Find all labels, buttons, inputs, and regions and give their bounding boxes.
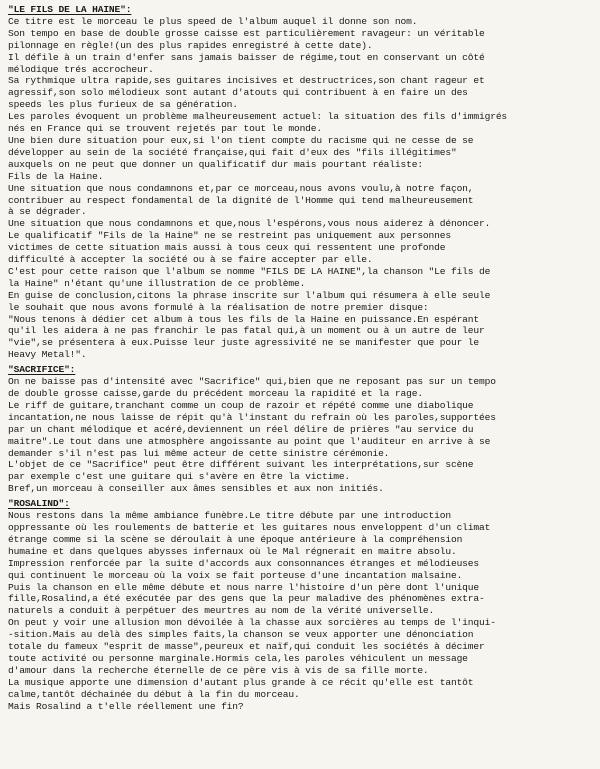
- text-line: Le riff de guitare,tranchant comme un coup de razoir et répété comme une diabolique: [8, 399, 474, 411]
- text-line: de double grosse caisse,garde du précédent morceau la rapidité et la rage.: [8, 388, 423, 399]
- text-line: à se dégrader.: [8, 206, 87, 218]
- text-line: "Nous tenons à dédier cet album à tous les fils de la Haine en puissance.En espérant: [8, 313, 480, 325]
- text-line: maitre".Le tout dans une atmosphère angoissante au point que l'auditeur en arrive à se: [8, 435, 491, 447]
- text-line: Les paroles évoquent un problème malheureusement actuel: la situation des fils d'immigrés: [8, 111, 508, 123]
- text-line: demander s'il n'est pas lui même acteur de cette sinistre cérémonie.: [8, 447, 390, 459]
- text-line: qu'il les aidera à ne pas franchir le pas fatal qui,à un moment ou à un autre de leur: [8, 325, 485, 337]
- text-line: speeds les plus furieux de sa génération.: [8, 99, 238, 111]
- text-line: totale du fameux "esprit de masse",peureux et naïf,qui conduit les sociétés à décimer: [8, 641, 485, 653]
- text-line: Une situation que nous condamnons et que,nous l'espérons,vous nous aiderez à dénoncer.: [8, 218, 491, 230]
- text-line: Une situation que nous condamnons et,par ce morceau,nous avons voulu,à notre façon,: [8, 182, 474, 194]
- text-line: agressif,son solo mélodieux sont autant d'atouts qui contribuent à en faire un des: [8, 87, 468, 99]
- text-line: auxquels on ne peut que donner un qualificatif dur mais pourtant réaliste:: [8, 158, 423, 170]
- text-line: Puis la chanson en elle même débute et nous narre l'histoire d'un père dont l'unique: [8, 581, 480, 593]
- text-line: pilonnage en règle!(un des plus rapides enregistré à cette date).: [8, 39, 373, 51]
- text-line: oppressante où les roulements de batterie et les guitares nous enveloppent d'un climat: [8, 521, 491, 533]
- text-line: La musique apporte une dimension d'autant plus grande à ce récit qu'elle est tantôt: [8, 676, 474, 688]
- text-line: le souhait que nous avons formulé à la réalisation de notre premier disque:: [8, 301, 429, 313]
- text-line: Ce titre est le morceau le plus speed de l'album auquel il donne son nom.: [8, 15, 418, 27]
- text-line: toute activité ou personne marginale.Hormis cela,les paroles véhiculent un message: [8, 652, 468, 664]
- text-line: nés en France qui se trouvent rejetés par tout le monde.: [8, 123, 323, 135]
- section-rosalind: [8, 498, 592, 712]
- text-line: mélodique trés accrocheur.: [8, 63, 154, 75]
- text-line: étrange comme si la scène se déroulait à une époque antérieure à la compréhension: [8, 533, 463, 545]
- text-line: Sa rythmique ultra rapide,ses guitares incisives et destructrices,son chant rageur et: [8, 75, 485, 87]
- text-line: Bref,un morceau à conseiller aux âmes sensibles et aux non initiés.: [8, 483, 384, 495]
- text-line: "vie",se présentera à eux.Puisse leur juste agressivité ne se manifester que pour le: [8, 337, 480, 349]
- text-line: Impression renforcée par la suite d'accords aux consonnances étranges et mélodieuses: [8, 557, 480, 569]
- text-line: par exemple c'est une guitare qui s'avère en être la victime.: [8, 471, 351, 483]
- text-line: Une bien dure situation pour eux,si l'on tient compte du racisme qui ne cesse de se: [8, 134, 474, 146]
- typed-page: [8, 4, 592, 761]
- text-line: C'est pour cette raison que l'album se nomme "FILS DE LA HAINE",la chanson "Le fils de: [8, 265, 491, 277]
- section-heading: "ROSALIND":: [8, 498, 70, 510]
- section-heading: "LE FILS DE LA HAINE":: [8, 4, 132, 15]
- text-line: développer au sein de la société française,qui fait d'eux des "fils illégitimes": [8, 146, 457, 158]
- text-line: Il défile à un train d'enfer sans jamais baisser de régime,tout en conservant un côté: [8, 51, 485, 63]
- text-line: Heavy Metal!".: [8, 349, 87, 361]
- text-line: la Haine" n'étant qu'une illustration de ce problème.: [8, 277, 306, 289]
- section-le-fils-de-la-haine: [8, 4, 592, 361]
- text-line: victimes de cette situation mais aussi à tous ceux qui ressentent une profonde: [8, 242, 446, 254]
- text-line: difficulté à accepter la société ou à se faire accepter par elle.: [8, 254, 373, 266]
- text-line: On peut y voir une allusion mon dévoilée à la chasse aux sorcières au temps de l'inqui-: [8, 617, 496, 629]
- text-line: humaine et dans quelques abysses infernaux où le Mal régnerait en maitre absolu.: [8, 545, 457, 557]
- text-line: En guise de conclusion,citons la phrase inscrite sur l'album qui résumera à elle seule: [8, 289, 491, 301]
- text-line: Nous restons dans la même ambiance funèbre.Le titre débute par une introduction: [8, 510, 451, 522]
- section-heading: "SACRIFICE":: [8, 364, 76, 376]
- text-line: Le qualificatif "Fils de la Haine" ne se restreint pas uniquement aux personnes: [8, 230, 451, 242]
- text-line: fille,Rosalind,a été exécutée par des gens que la peur maladive des phénomènes extra-: [8, 593, 485, 605]
- text-line: qui continuent le morceau où la voix se fait porteuse d'une incantation malsaine.: [8, 569, 463, 581]
- text-line: incantation,ne nous laisse de répit qu'à l'instant du refrain où les paroles,supportées: [8, 411, 496, 423]
- text-line: L'objet de ce "Sacrifice" peut être différent suivant les interprétations,sur scène: [8, 459, 474, 471]
- text-line: naturels a conduit à perpétuer des meurtres au nom de la vérité universelle.: [8, 605, 435, 617]
- text-line: contribuer au respect fondamental de la dignité de l'Homme qui tend malheureusement: [8, 194, 474, 206]
- text-line: Mais Rosalind a t'elle réellement une fin?: [8, 700, 244, 712]
- text-line: par un chant mélodique et acéré,deviennent un réel délire de prières "au service du: [8, 423, 474, 435]
- text-line: -sition.Mais au delà des simples faits,la chanson se veux apporter une dénonciation: [8, 629, 474, 641]
- section-sacrifice: [8, 364, 592, 495]
- text-line: Son tempo en base de double grosse caisse est particulièrement ravageur: un véritable: [8, 27, 485, 39]
- text-line: On ne baisse pas d'intensité avec "Sacrifice" qui,bien que ne reposant pas sur un tempo: [8, 376, 496, 388]
- text-line: d'amour dans la recherche éternelle de ce père vis à vis de sa fille morte.: [8, 664, 429, 676]
- text-line: calme,tantôt déchainée du début à la fin du morceau.: [8, 688, 300, 700]
- text-line: Fils de la Haine.: [8, 170, 104, 182]
